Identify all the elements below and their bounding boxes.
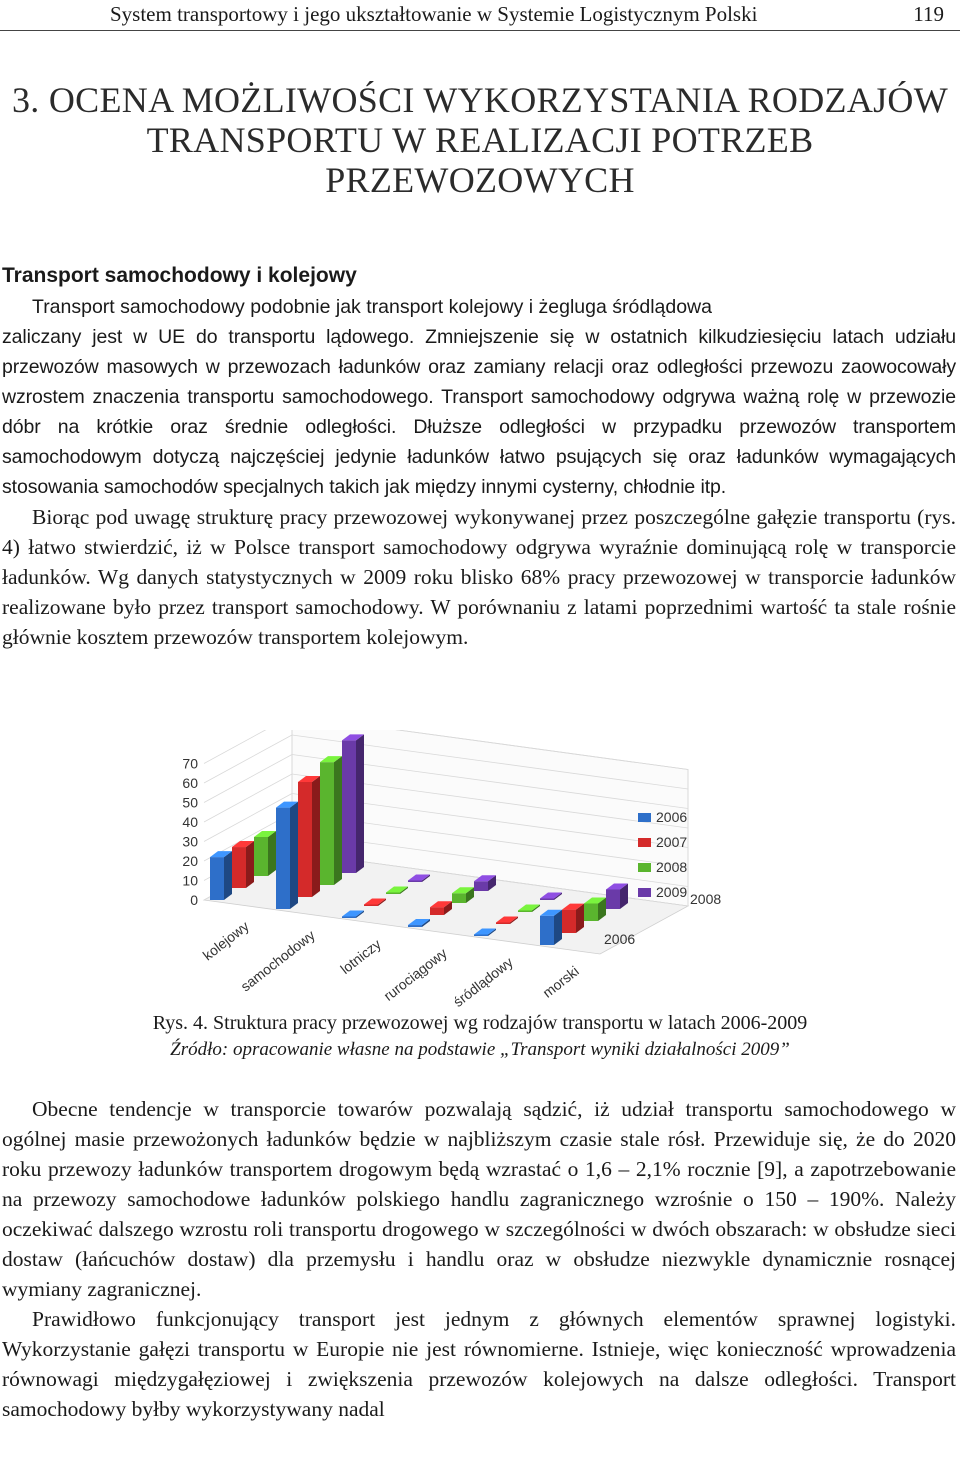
running-header bbox=[0, 0, 960, 31]
chart-category-label: morski bbox=[539, 962, 582, 1001]
paragraph: Biorąc pod uwagę strukturę pracy przewozowej wykonywanej przez poszczególne gałęzie transportu (rys. 4) łatwo stwierdzić, iż w Polsce transport samochodowy odgrywa wyraźnie dominującą rolę w transporcie ładunków. Wg danych statystycznych w 2009 roku blisko 68% pracy przewozowej w transporcie ładunków realizowane było przez transport samochodowy. W porównaniu z latami poprzednimi wartość ta stale rośnie głównie kosztem przewozów transportem kolejowym. bbox=[2, 505, 956, 649]
bar-2006-kolejowy bbox=[210, 857, 224, 900]
bar-2008-morski bbox=[584, 903, 598, 921]
bar-2006-morski bbox=[540, 916, 554, 945]
chart-y-tick-label: 10 bbox=[182, 872, 198, 889]
body-text-top bbox=[2, 292, 956, 652]
paragraph: zaliczany jest w UE do transportu lądowego. Zmniejszenie się w ostatnich kilkudziesięciu latach udziału przewozów masowych w przewozach ładunków oraz zamiany relacji oraz odległości przewozu zaowocowały wzrostem znaczenia transportu samochodowego. Transport samochodowy odgrywa ważną rolę w przewozie dóbr na krótkie oraz średnie odległości. Dłuższe odległości w przypadku przewozów transportem samochodowym dotyczą najczęściej jedynie ładunków łatwo psujących się oraz ładunków wymagających stosowania samochodów specjalnych takich jak między innymi cysterny, chłodnie itp. bbox=[2, 326, 956, 498]
bar-side-2009-samochodowy bbox=[356, 734, 364, 873]
chapter-title bbox=[0, 80, 960, 200]
bar-2006-samochodowy bbox=[276, 808, 290, 909]
legend-swatch-2007 bbox=[638, 838, 651, 847]
legend-label-2007: 2007 bbox=[656, 834, 688, 850]
chart-gridline bbox=[204, 735, 292, 783]
bar-2007-kolejowy bbox=[232, 847, 246, 888]
bar-2006-rurociągowy bbox=[408, 925, 422, 927]
bar-side-2006-morski bbox=[554, 910, 562, 945]
legend-label-2006: 2006 bbox=[656, 809, 688, 825]
paragraph: Prawidłowo funkcjonujący transport jest jednym z głównych elementów sprawnej logistyki. Wykorzystanie gałęzi transportu w Europie nie jest równomierne. Istnieje, więc konieczność wprowadzenia równowagi międzygałęziowej i zwiększenia przewozów kolejowych na dalsze odległości. Transport samochodowy byłby wykorzystywany nadal bbox=[2, 1307, 956, 1421]
running-title: System transportowy i jego ukształtowanie w Systemie Logistycznym Polski bbox=[110, 2, 758, 26]
bar-2009-rurociągowy bbox=[474, 881, 488, 891]
bar-2009-morski bbox=[606, 890, 620, 910]
chart-y-tick-label: 50 bbox=[182, 794, 198, 811]
bar-2007-samochodowy bbox=[298, 782, 312, 897]
figure-caption: Rys. 4. Struktura pracy przewozowej wg rodzajów transportu w latach 2006-2009 bbox=[152, 1012, 808, 1034]
page-number: 119 bbox=[913, 2, 944, 26]
chart-gridline bbox=[204, 755, 292, 803]
legend-swatch-2008 bbox=[638, 863, 651, 872]
chart-y-tick-label: 0 bbox=[190, 892, 198, 908]
body-text-bottom bbox=[2, 1094, 956, 1424]
legend-label-2008: 2008 bbox=[656, 859, 688, 875]
chart-category-label: lotniczy bbox=[337, 935, 384, 978]
chart-gridline bbox=[204, 730, 292, 764]
chart-y-tick-label: 70 bbox=[182, 755, 198, 772]
paragraph: Transport samochodowy podobnie jak transport kolejowy i żegluga śródlądowa bbox=[32, 296, 712, 318]
bar-2009-śródlądowy bbox=[540, 899, 554, 901]
bar-side-2006-kolejowy bbox=[224, 851, 232, 900]
chart-depth-label: 2006 bbox=[604, 931, 636, 947]
chart-category-label: samochodowy bbox=[237, 926, 318, 995]
chart-y-tick-label: 40 bbox=[182, 814, 198, 830]
chart-y-tick-label: 30 bbox=[182, 833, 198, 850]
bar-2006-śródlądowy bbox=[474, 935, 488, 937]
bar-2008-śródlądowy bbox=[518, 911, 532, 913]
chapter-title-line-2: TRANSPORTU W REALIZACJI POTRZEB bbox=[146, 120, 814, 160]
chart-category-label: kolejowy bbox=[199, 917, 252, 964]
legend-swatch-2006 bbox=[638, 813, 651, 822]
chart-y-tick-label: 60 bbox=[182, 775, 198, 791]
bar-2007-rurociągowy bbox=[430, 907, 444, 915]
legend-label-2009: 2009 bbox=[656, 884, 688, 900]
bar-side-2008-samochodowy bbox=[334, 756, 342, 885]
figure-source: Źródło: opracowanie własne na podstawie „Transport wyniki działalności 2009” bbox=[170, 1039, 790, 1060]
bar-side-2008-kolejowy bbox=[268, 831, 276, 876]
figure-chart bbox=[170, 730, 730, 1010]
bar-2009-lotniczy bbox=[408, 881, 422, 883]
bar-2006-lotniczy bbox=[342, 917, 356, 919]
bar-2008-kolejowy bbox=[254, 837, 268, 876]
bar-chart-3d bbox=[170, 730, 730, 1010]
bar-2007-śródlądowy bbox=[496, 923, 510, 925]
chart-category-label: śródlądowy bbox=[450, 953, 516, 1010]
bar-side-2007-samochodowy bbox=[312, 776, 320, 897]
bar-side-2007-kolejowy bbox=[246, 841, 254, 888]
section-title: Transport samochodowy i kolejowy bbox=[2, 264, 357, 287]
bar-2008-samochodowy bbox=[320, 762, 334, 885]
chapter-title-line-3: PRZEWOZOWYCH bbox=[325, 160, 635, 200]
chapter-title-line-1: 3. OCENA MOŻLIWOŚCI WYKORZYSTANIA RODZAJÓW bbox=[11, 80, 948, 120]
bar-2007-morski bbox=[562, 910, 576, 933]
bar-side-2006-samochodowy bbox=[290, 802, 298, 909]
chart-category-label: rurociągowy bbox=[380, 944, 450, 1004]
chart-y-tick-label: 20 bbox=[182, 853, 198, 869]
bar-2008-lotniczy bbox=[386, 893, 400, 895]
legend-swatch-2009 bbox=[638, 888, 651, 897]
bar-2009-samochodowy bbox=[342, 740, 356, 873]
bar-2008-rurociągowy bbox=[452, 893, 466, 903]
chart-depth-label: 2008 bbox=[690, 891, 722, 907]
bar-2007-lotniczy bbox=[364, 905, 378, 907]
paragraph: Obecne tendencje w transporcie towarów pozwalają sądzić, iż udział transportu samochodowego w ogólnej masie przewożonych ładunków będzie w najbliższym czasie stale rósł. Przewiduje się, że do 2020 roku przewozy ładunków transportem drogowym będą wzrastać o 1,6 – 2,1% rocznie [9], a zapotrzebowanie na przewozy samochodowe ładunków polskiego handlu zagranicznego wzrośnie o 150 – 190%. Należy oczekiwać dalszego wzrostu roli transportu drogowego w szczególności w dwóch obszarach: w obsłudze sieci dostaw (łańcuchów dostaw) dla przemysłu i handlu oraz w obsłudze niezwykle dynamicznie rosnącej wymiany zagranicznej. bbox=[2, 1097, 956, 1301]
